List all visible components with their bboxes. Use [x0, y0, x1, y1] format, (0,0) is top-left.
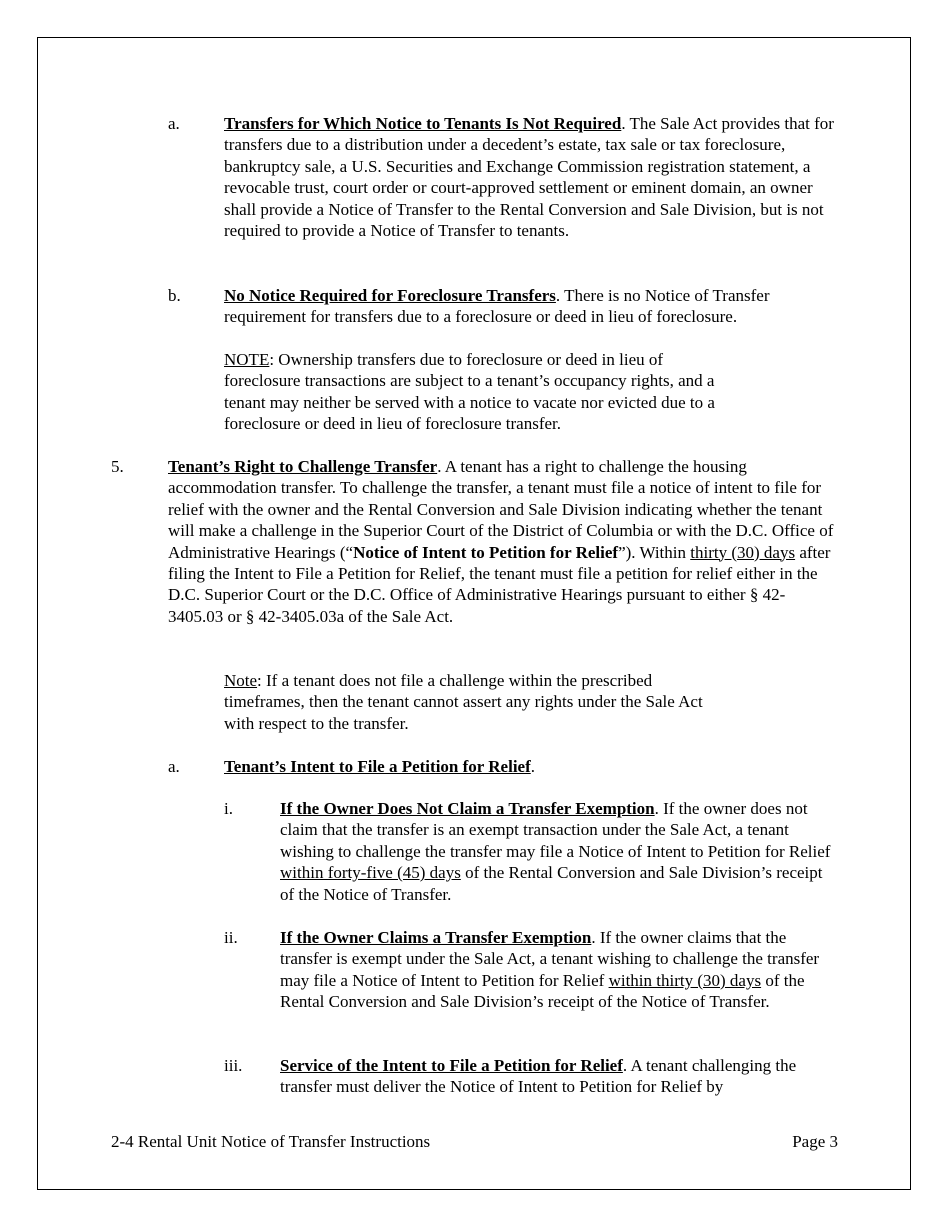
page-number: Page 3 — [792, 1132, 838, 1151]
text-ii-b: of the Rental Conversion and Sale Division’s receipt of the Notice of Transfer. — [280, 970, 805, 1012]
text-5a: . A tenant has a right to challenge the housing accommodation transfer. To challenge the transfer, a tenant must file a notice of intent to file for relief with the owner and the Rental Conversion and Sale Division indicating whether the tenant will make a challenge in the Superior Court of the District of Columbia or with the D.C. Office of Administrative Hearings (“ — [168, 457, 834, 562]
item-marker-iii: iii. — [224, 1056, 243, 1075]
item-marker-ii: ii. — [224, 928, 238, 947]
text-ii-underline: within thirty (30) days — [608, 970, 762, 990]
text-5c: after filing the Intent to File a Petition for Relief, the tenant must file a petition for relief either in the D.C. Superior Court or the D.C. Office of Administrative Hearings pursuant to either § 42-3405.03 or § 42-3405.03a of the Sale Act. — [168, 542, 831, 626]
heading-5: Tenant’s Right to Challenge Transfer — [168, 457, 438, 476]
item-marker-5: 5. — [111, 457, 124, 476]
heading-a1: Transfers for Which Notice to Tenants Is Not Required — [224, 114, 622, 133]
item-marker-i: i. — [224, 799, 233, 818]
paragraph-a1 — [224, 113, 836, 241]
paragraph-ii — [280, 927, 840, 1013]
item-marker-a1: a. — [168, 114, 180, 133]
text-i-underline: within forty-five (45) days — [280, 863, 461, 883]
text-a2: . — [530, 757, 535, 776]
text-i-a: . If the owner does not claim that the transfer is an exempt transaction under the Sale Act, a tenant wishing to challenge the transfer may file a Notice of Intent to Petition for Relief — [280, 799, 831, 861]
footer-title: 2-4 Rental Unit Notice of Transfer Instructions — [111, 1132, 431, 1151]
item-marker-a2: a. — [168, 757, 180, 776]
text-iii: . A tenant challenging the transfer must deliver the Notice of Intent to Petition for Relief by — [280, 1056, 797, 1097]
note-text-1: : Ownership transfers due to foreclosure or deed in lieu of foreclosure transactions are subject to a tenant’s occupancy rights, and a tenant may neither be served with a notice to vacate nor evicted due to a foreclosure or deed in lieu of foreclosure transfer. — [224, 350, 715, 434]
text-5-underline: thirty (30) days — [690, 542, 796, 562]
heading-ii: If the Owner Claims a Transfer Exemption — [280, 928, 592, 947]
note-text-2: : If a tenant does not file a challenge within the prescribed timeframes, then the tenant cannot assert any rights under the Sale Act with respect to the transfer. — [224, 671, 703, 733]
paragraph-iii — [280, 1055, 838, 1098]
paragraph-b1 — [224, 285, 836, 328]
paragraph-a2 — [224, 756, 836, 777]
paragraph-5 — [168, 456, 838, 627]
text-ii-a: . If the owner claims that the transfer is exempt under the Sale Act, a tenant wishing to challenge the transfer may file a Notice of Intent to Petition for Relief — [280, 928, 820, 990]
note-label-1: NOTE — [224, 350, 270, 369]
paragraph-i — [280, 798, 838, 905]
heading-a2: Tenant’s Intent to File a Petition for Relief — [224, 757, 531, 776]
note-challenge — [224, 670, 724, 734]
heading-iii: Service of the Intent to File a Petition for Relief — [280, 1056, 623, 1075]
heading-i: If the Owner Does Not Claim a Transfer Exemption — [280, 799, 655, 818]
text-a1: . The Sale Act provides that for transfers due to a distribution under a decedent’s estate, tax sale or tax foreclosure, bankruptcy sale, a U.S. Securities and Exchange Commission registration statement, a revocable trust, court order or court-approved settlement or eminent domain, an owner shall provide a Notice of Transfer to the Rental Conversion and Sale Division, but is not required to provide a Notice of Transfer to tenants. — [224, 114, 834, 241]
text-b1: . There is no Notice of Transfer requirement for transfers due to a foreclosure or deed in lieu of foreclosure. — [224, 286, 770, 327]
heading-b1: No Notice Required for Foreclosure Transfers — [224, 286, 556, 305]
note-label-2: Note — [224, 671, 258, 690]
item-marker-b1: b. — [168, 286, 181, 305]
text-i-b: of the Rental Conversion and Sale Division’s receipt of the Notice of Transfer. — [280, 863, 823, 904]
text-5-bold: Notice of Intent to Petition for Relief — [353, 542, 619, 562]
text-5b: ”). Within — [618, 542, 691, 562]
note-foreclosure — [224, 349, 724, 435]
